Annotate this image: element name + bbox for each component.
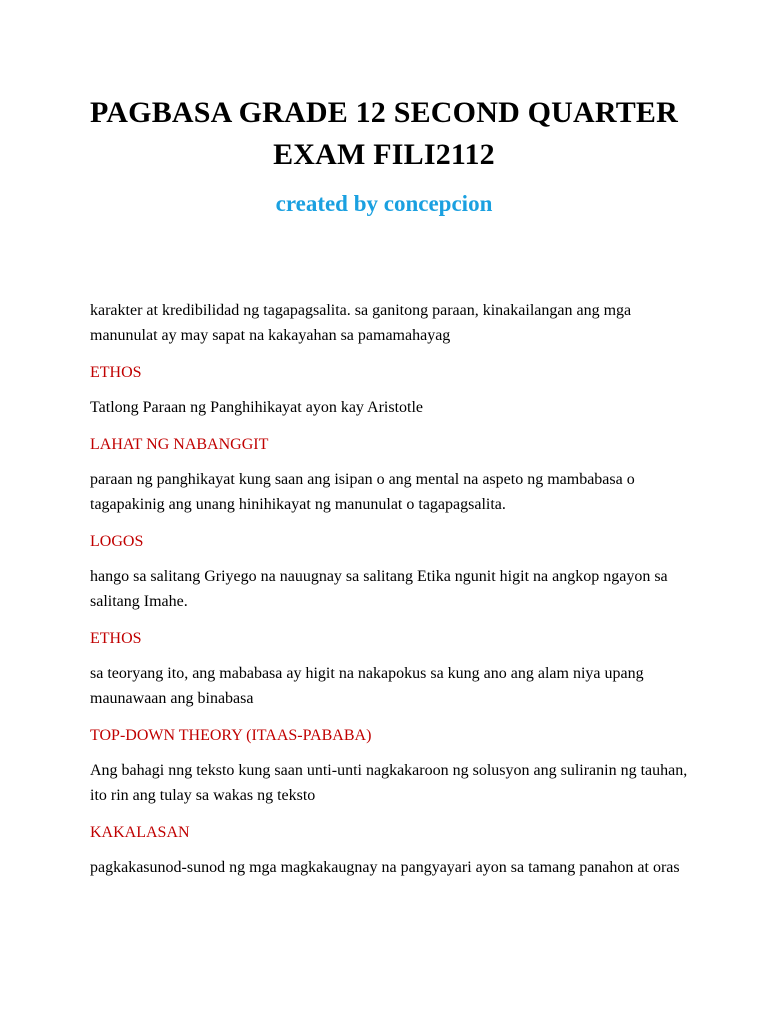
document-title: PAGBASA GRADE 12 SECOND QUARTER EXAM FILI2112	[90, 96, 678, 171]
answer-1: ETHOS	[90, 364, 142, 381]
question-7: pagkakasunod-sunod ng mga magkakaugnay na pangyayari ayon sa tamang panahon at oras	[90, 859, 680, 876]
question-4: hango sa salitang Griyego na nauugnay sa salitang Etika ngunit higit na angkop ngayon sa salitang Imahe.	[90, 568, 668, 610]
answer-3: LOGOS	[90, 533, 144, 550]
answer-2: LAHAT NG NABANGGIT	[90, 436, 269, 453]
question-6: Ang bahagi nng teksto kung saan unti-unti nagkakaroon ng solusyon ang suliranin ng tauhan, ito rin ang tulay sa wakas ng teksto	[90, 762, 688, 804]
answer-4: ETHOS	[90, 630, 142, 647]
question-5: sa teoryang ito, ang mababasa ay higit na nakapokus sa kung ano ang alam niya upang maunawaan ang binabasa	[90, 665, 644, 707]
answer-6: KAKALASAN	[90, 824, 190, 841]
question-1: karakter at kredibilidad ng tagapagsalita. sa ganitong paraan, kinakailangan ang mga manunulat ay may sapat na kakayahan sa pamamahayag	[90, 302, 632, 344]
document-subtitle: created by concepcion	[275, 191, 493, 216]
question-answer-list	[90, 298, 690, 880]
answer-5: TOP-DOWN THEORY (ITAAS-PABABA)	[90, 727, 372, 744]
question-2: Tatlong Paraan ng Panghihikayat ayon kay Aristotle	[90, 399, 424, 416]
question-3: paraan ng panghikayat kung saan ang isipan o ang mental na aspeto ng mambabasa o tagapakinig ang unang hinihikayat ng manunulat o tagapagsalita.	[90, 471, 635, 513]
